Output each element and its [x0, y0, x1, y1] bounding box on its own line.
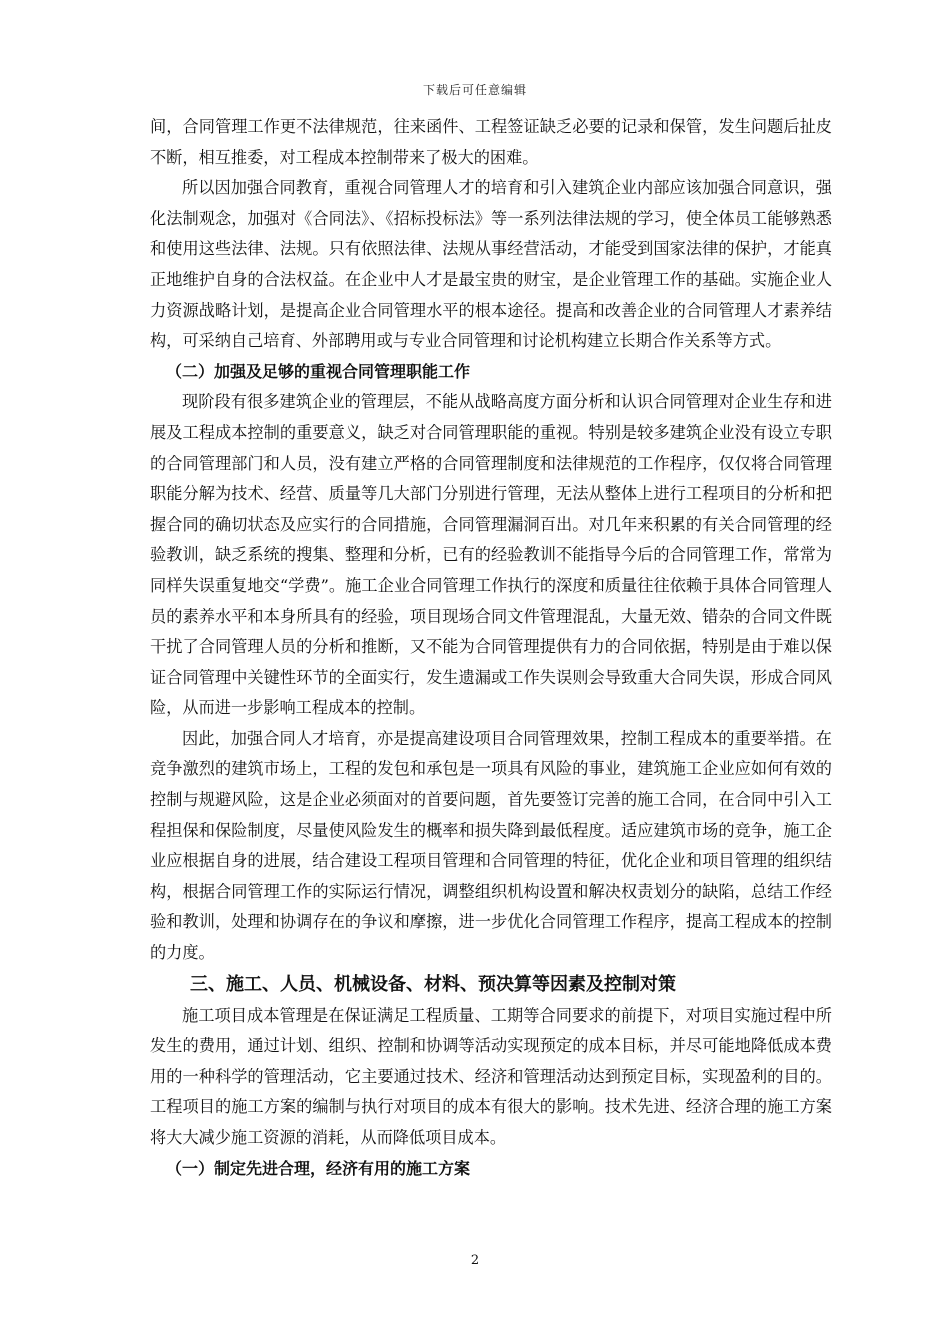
section-heading: （二）加强及足够的重视合同管理职能工作 [166, 361, 471, 381]
paragraph: 所以因加强合同教育，重视合同管理人才的培育和引入建筑企业内部应该加强合同意识，强化法制观念，加强对《合同法》、《招标投标法》等一系列法律法规的学习，使全体员工能够熟悉和使用这些法律、法规。只有依照法律、法规从事经营活动，才能受到国家法律的保护，才能真正地维护自身的合法权益。在企业中人才是最宝贵的财宝，是企业管理工作的基础。实施企业人力资源战略计划，是提高企业合同管理水平的根本途径。提高和改善企业的合同管理人才素养结构，可采纳自己培育、外部聘用或与专业合同管理和讨论机构建立长期合作关系等方式。 [150, 178, 832, 351]
paragraph: 因此，加强合同人才培育，亦是提高建设项目合同管理效果，控制工程成本的重要举措。在竞争激烈的建筑市场上，工程的发包和承包是一项具有风险的事业，建筑施工企业应如何有效的控制与规避风险，这是企业必须面对的首要问题，首先要签订完善的施工合同，在合同中引入工程担保和保险制度，尽量使风险发生的概率和损失降到最低程度。适应建筑市场的竞争，施工企业应根据自身的进展，结合建设工程项目管理和合同管理的特征，优化企业和项目管理的组织结构，根据合同管理工作的实际运行情况，调整组织机构设置和解决权责划分的缺陷，总结工作经验和教训，处理和协调存在的争议和摩擦，进一步优化合同管理工作程序，提高工程成本的控制的力度。 [150, 728, 832, 963]
paragraph: 施工项目成本管理是在保证满足工程质量、工期等合同要求的前提下，对项目实施过程中所发生的费用，通过计划、组织、控制和协调等活动实现预定的成本目标，并尽可能地降低成本费用的一种科学的管理活动，它主要通过技术、经济和管理活动达到预定目标，实现盈利的目的。工程项目的施工方案的编制与执行对项目的成本有很大的影响。技术先进、经济合理的施工方案将大大减少施工资源的消耗，从而降低项目成本。 [150, 1005, 832, 1147]
document-body [150, 112, 832, 1184]
page-header: 下载后可任意编辑 [422, 83, 527, 97]
paragraph-continued: 间，合同管理工作更不法律规范，往来函件、工程签证缺乏必要的记录和保管，发生问题后扯皮不断，相互推委，对工程成本控制带来了极大的困难。 [150, 117, 832, 167]
chapter-heading: 三、施工、人员、机械设备、材料、预决算等因素及控制对策 [190, 973, 676, 995]
paragraph: 现阶段有很多建筑企业的管理层，不能从战略高度方面分析和认识合同管理对企业生存和进展及工程成本控制的重要意义，缺乏对合同管理职能的重视。特别是较多建筑企业没有设立专职的合同管理部门和人员，没有建立严格的合同管理制度和法律规范的工作程序，仅仅将合同管理职能分解为技术、经营、质量等几大部门分别进行管理，无法从整体上进行工程项目的分析和把握合同的确切状态及应实行的合同措施，合同管理漏洞百出。对几年来积累的有关合同管理的经验教训，缺乏系统的搜集、整理和分析，已有的经验教训不能指导今后的合同管理工作，常常为同样失误重复地交“学费”。施工企业合同管理工作执行的深度和质量往往依赖于具体合同管理人员的素养水平和本身所具有的经验，项目现场合同文件管理混乱，大量无效、错杂的合同文件既干扰了合同管理人员的分析和推断，又不能为合同管理提供有力的合同依据，特别是由于难以保证合同管理中关键性环节的全面实行，发生遗漏或工作失误则会导致重大合同失误，形成合同风险，从而进一步影响工程成本的控制。 [150, 392, 832, 718]
section-heading: （一）制定先进合理，经济有用的施工方案 [166, 1158, 471, 1178]
page-number: 2 [470, 1253, 480, 1268]
